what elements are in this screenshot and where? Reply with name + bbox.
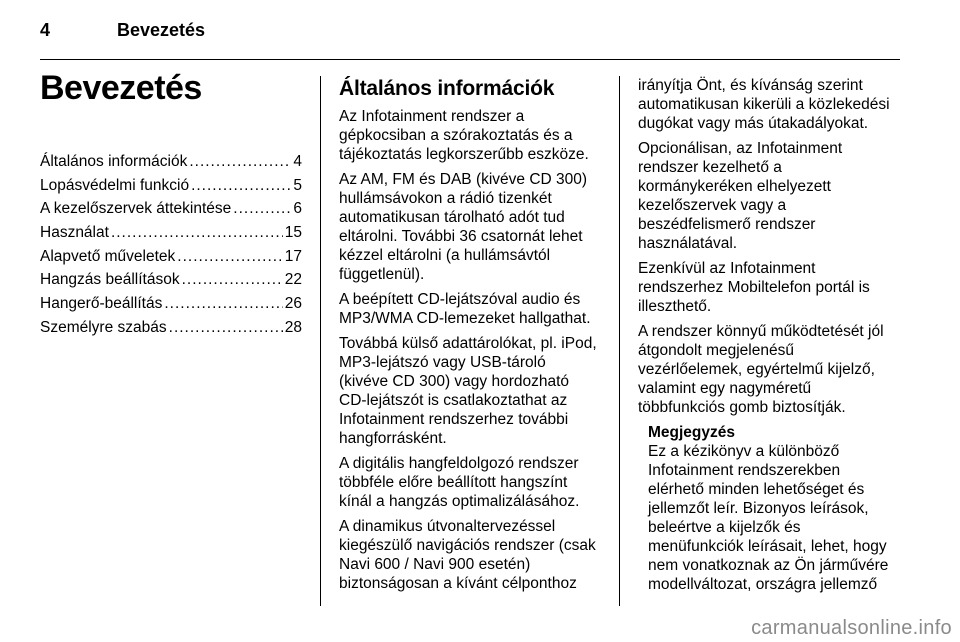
watermark: carmanualsonline.info — [751, 617, 952, 639]
toc-item-page: 22 — [284, 271, 302, 289]
paragraph: A beépített CD-lejátszóval audio és MP3/WMA CD-lemezeket hallgathat. — [339, 291, 591, 327]
toc-item-title: Személyre szabás — [40, 318, 167, 336]
toc-item-page: 6 — [293, 200, 302, 218]
toc-item[interactable] — [40, 268, 302, 292]
toc-item-page: 4 — [293, 153, 302, 170]
toc-item-title: Használat — [40, 224, 109, 242]
toc-item[interactable] — [40, 174, 302, 198]
toc-item[interactable] — [40, 197, 302, 221]
note-box — [648, 423, 906, 594]
column-3-paragraphs — [638, 76, 906, 417]
toc-item-page: 17 — [284, 247, 302, 265]
column-divider-2 — [619, 76, 620, 606]
toc-item-page: 15 — [284, 224, 302, 242]
toc-item-page: 26 — [284, 295, 302, 313]
toc-item-title: Hangzás beállítások — [40, 271, 180, 289]
toc-item-title: Hangerő-beállítás — [40, 295, 163, 313]
toc-item[interactable] — [40, 221, 302, 245]
note-text: Ez a kézikönyv a különböző Infotainment rendszerekben elérhető minden lehetőséget és jellemzőt leír. Bizonyos leírások, beleértve a kijelzők és menüfunkciók leírásait, lehet, hogy nem vonatkoznak az Ön járművére modellváltozat, országra jellemző — [648, 443, 889, 593]
toc-dot-leader — [111, 221, 283, 245]
toc-item[interactable] — [40, 150, 302, 174]
header-rule — [40, 59, 900, 60]
section-title: Általános információk — [339, 77, 555, 100]
toc-item[interactable] — [40, 245, 302, 269]
toc-item-title: A kezelőszervek áttekintése — [40, 200, 232, 218]
note-title: Megjegyzés — [648, 424, 736, 441]
chapter-title: Bevezetés — [40, 69, 202, 107]
content-column-2 — [339, 76, 607, 599]
paragraph: irányítja Önt, és kívánság szerint automatikusan kikerüli a közlekedési dugókat vagy más útakadályokat. — [638, 77, 890, 132]
paragraph: Az AM, FM és DAB (kivéve CD 300) hullámsávokon a rádió tizenkét automatikusan tárolható adót tud eltárolni. További 36 csatornát lehet kézzel eltárolni (a hullámsávtól függetlenül). — [339, 171, 588, 283]
toc-dot-leader — [177, 245, 282, 269]
toc-dot-leader — [164, 292, 282, 316]
toc-item-title: Lopásvédelmi funkció — [40, 176, 190, 194]
paragraph: Ezenkívül az Infotainment rendszerhez Mobiltelefon portál is illeszthető. — [638, 260, 870, 315]
toc-dot-leader — [189, 150, 291, 174]
toc-item-page: 5 — [293, 176, 302, 194]
content-column-3 — [638, 76, 906, 594]
page-number: 4 — [40, 20, 51, 40]
toc-dot-leader — [233, 197, 291, 221]
paragraph: A dinamikus útvonaltervezéssel kiegészülő navigációs rendszer (csak Navi 600 / Navi 900 esetén) biztonságosan a kívánt célponthoz — [339, 518, 596, 592]
paragraph: Továbbá külső adattárolókat, pl. iPod, MP3-lejátszó vagy USB-tároló (kivéve CD 300) vagy hordozható CD-lejátszót is csatlakoztathat az Infotainment rendszerhez további hangforrásként. — [339, 335, 597, 447]
toc-item[interactable] — [40, 292, 302, 316]
running-title: Bevezetés — [117, 20, 206, 40]
toc-item[interactable] — [40, 316, 302, 340]
toc-item-title: Általános információk — [40, 153, 188, 170]
paragraph: Az Infotainment rendszer a gépkocsiban a szórakoztatás és a tájékoztatás legkorszerűbb eszköze. — [339, 108, 589, 163]
toc-item-page: 28 — [284, 318, 302, 336]
toc-dot-leader — [182, 268, 283, 292]
column-divider-1 — [320, 76, 321, 606]
paragraph: A digitális hangfeldolgozó rendszer többféle előre beállított hangszínt kínál a hangzás optimalizálásához. — [339, 455, 580, 510]
paragraph: A rendszer könnyű működtetését jól átgondolt megjelenésű vezérlőelemek, egyértelmű kijelző, valamint egy nagyméretű többfunkciós gomb biztosítják. — [638, 323, 884, 416]
toc-dot-leader — [169, 316, 283, 340]
column-2-paragraphs — [339, 107, 607, 593]
paragraph: Opcionálisan, az Infotainment rendszer kezelhető a kormánykeréken elhelyezett kezelőszervek vagy a beszédfelismerő rendszer használatával. — [638, 140, 843, 252]
table-of-contents — [40, 150, 302, 340]
toc-item-title: Alapvető műveletek — [40, 247, 176, 265]
toc-dot-leader — [191, 174, 291, 198]
